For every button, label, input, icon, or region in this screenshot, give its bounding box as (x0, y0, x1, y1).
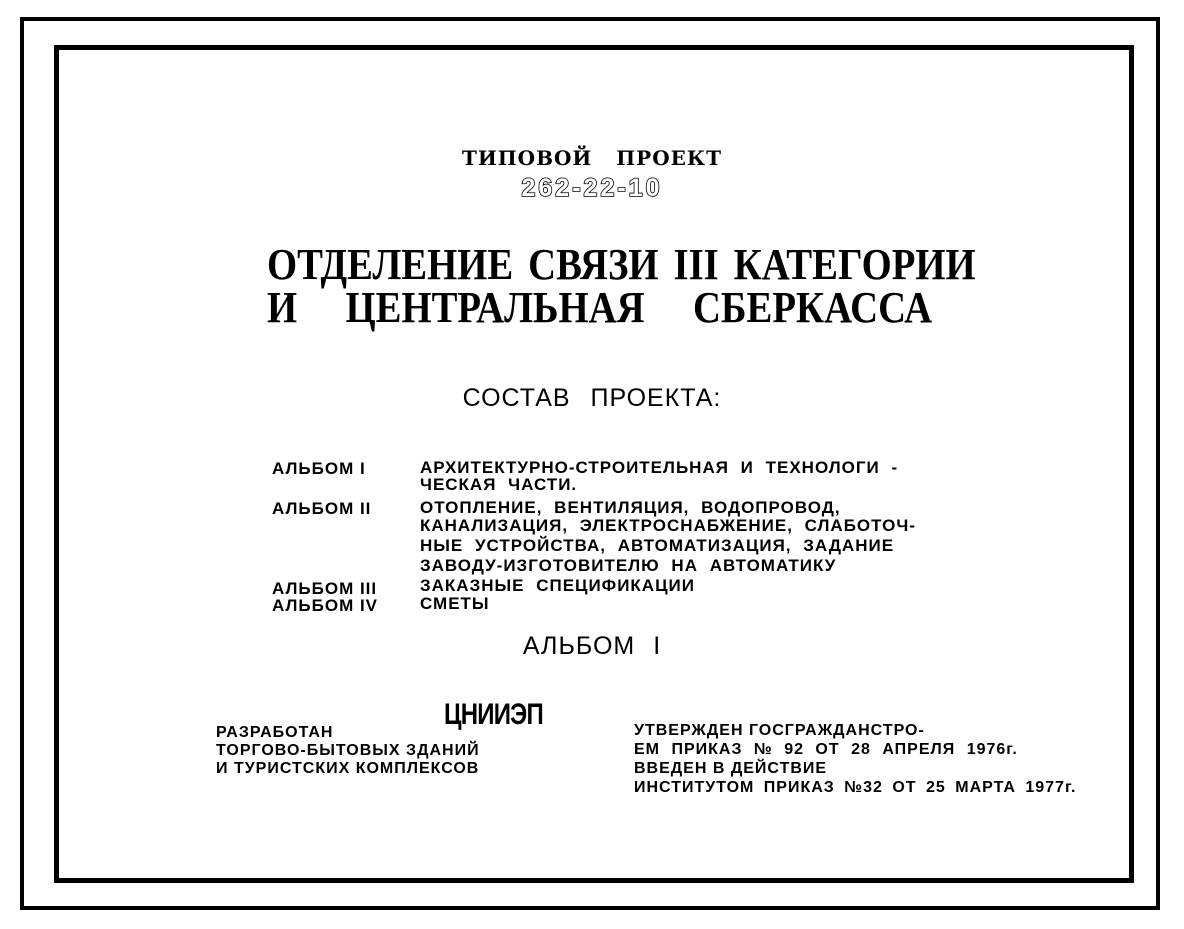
composition-heading: СОСТАВ ПРОЕКТА: (462, 384, 722, 412)
album-label: АЛЬБОМ III (272, 579, 378, 598)
approval-line: ЕМ ПРИКАЗ № 92 ОТ 28 АПРЕЛЯ 1976г. (634, 741, 1018, 758)
title-line-1: ОТДЕЛЕНИЕ СВЯЗИ III КАТЕГОРИИ (267, 240, 976, 289)
title-line-2: И ЦЕНТРАЛЬНАЯ СБЕРКАССА (267, 283, 933, 332)
album-label: АЛЬБОМ IV (272, 596, 379, 615)
album-desc-line: КАНАЛИЗАЦИЯ, ЭЛЕКТРОСНАБЖЕНИЕ, СЛАБОТОЧ- (420, 516, 916, 535)
developer-line: И ТУРИСТСКИХ КОМПЛЕКСОВ (216, 760, 480, 777)
album-desc-line: ЗАВОДУ-ИЗГОТОВИТЕЛЮ НА АВТОМАТИКУ (420, 556, 837, 575)
approval-line: ВВЕДЕН В ДЕЙСТВИЕ (634, 760, 828, 777)
album-desc-line: СМЕТЫ (420, 594, 490, 613)
album-desc-line: ОТОПЛЕНИЕ, ВЕНТИЛЯЦИЯ, ВОДОПРОВОД, (420, 498, 841, 517)
organization-logo: ЦНИИЭП (444, 698, 543, 731)
approval-line: УТВЕРЖДЕН ГОСГРАЖДАНСТРО- (634, 722, 925, 739)
album-desc-line: НЫЕ УСТРОЙСТВА, АВТОМАТИЗАЦИЯ, ЗАДАНИЕ (420, 536, 895, 555)
current-album: АЛЬБОМ I (522, 632, 662, 660)
developer-line: ТОРГОВО-БЫТОВЫХ ЗДАНИЙ (216, 742, 480, 759)
approval-line: ИНСТИТУТОМ ПРИКАЗ №32 ОТ 25 МАРТА 1977г. (634, 779, 1077, 796)
project-number: 262-22-10 (521, 174, 663, 202)
album-desc-line: АРХИТЕКТУРНО-СТРОИТЕЛЬНАЯ И ТЕХНОЛОГИ - (420, 458, 899, 477)
developer-line: РАЗРАБОТАН (216, 724, 334, 741)
album-label: АЛЬБОМ I (272, 459, 366, 478)
album-desc-line: ЗАКАЗНЫЕ СПЕЦИФИКАЦИИ (420, 576, 695, 595)
album-label: АЛЬБОМ II (272, 499, 372, 518)
album-desc-line: ЧЕСКАЯ ЧАСТИ. (420, 475, 578, 494)
project-type-label: ТИПОВОЙ ПРОЕКТ (462, 146, 722, 170)
